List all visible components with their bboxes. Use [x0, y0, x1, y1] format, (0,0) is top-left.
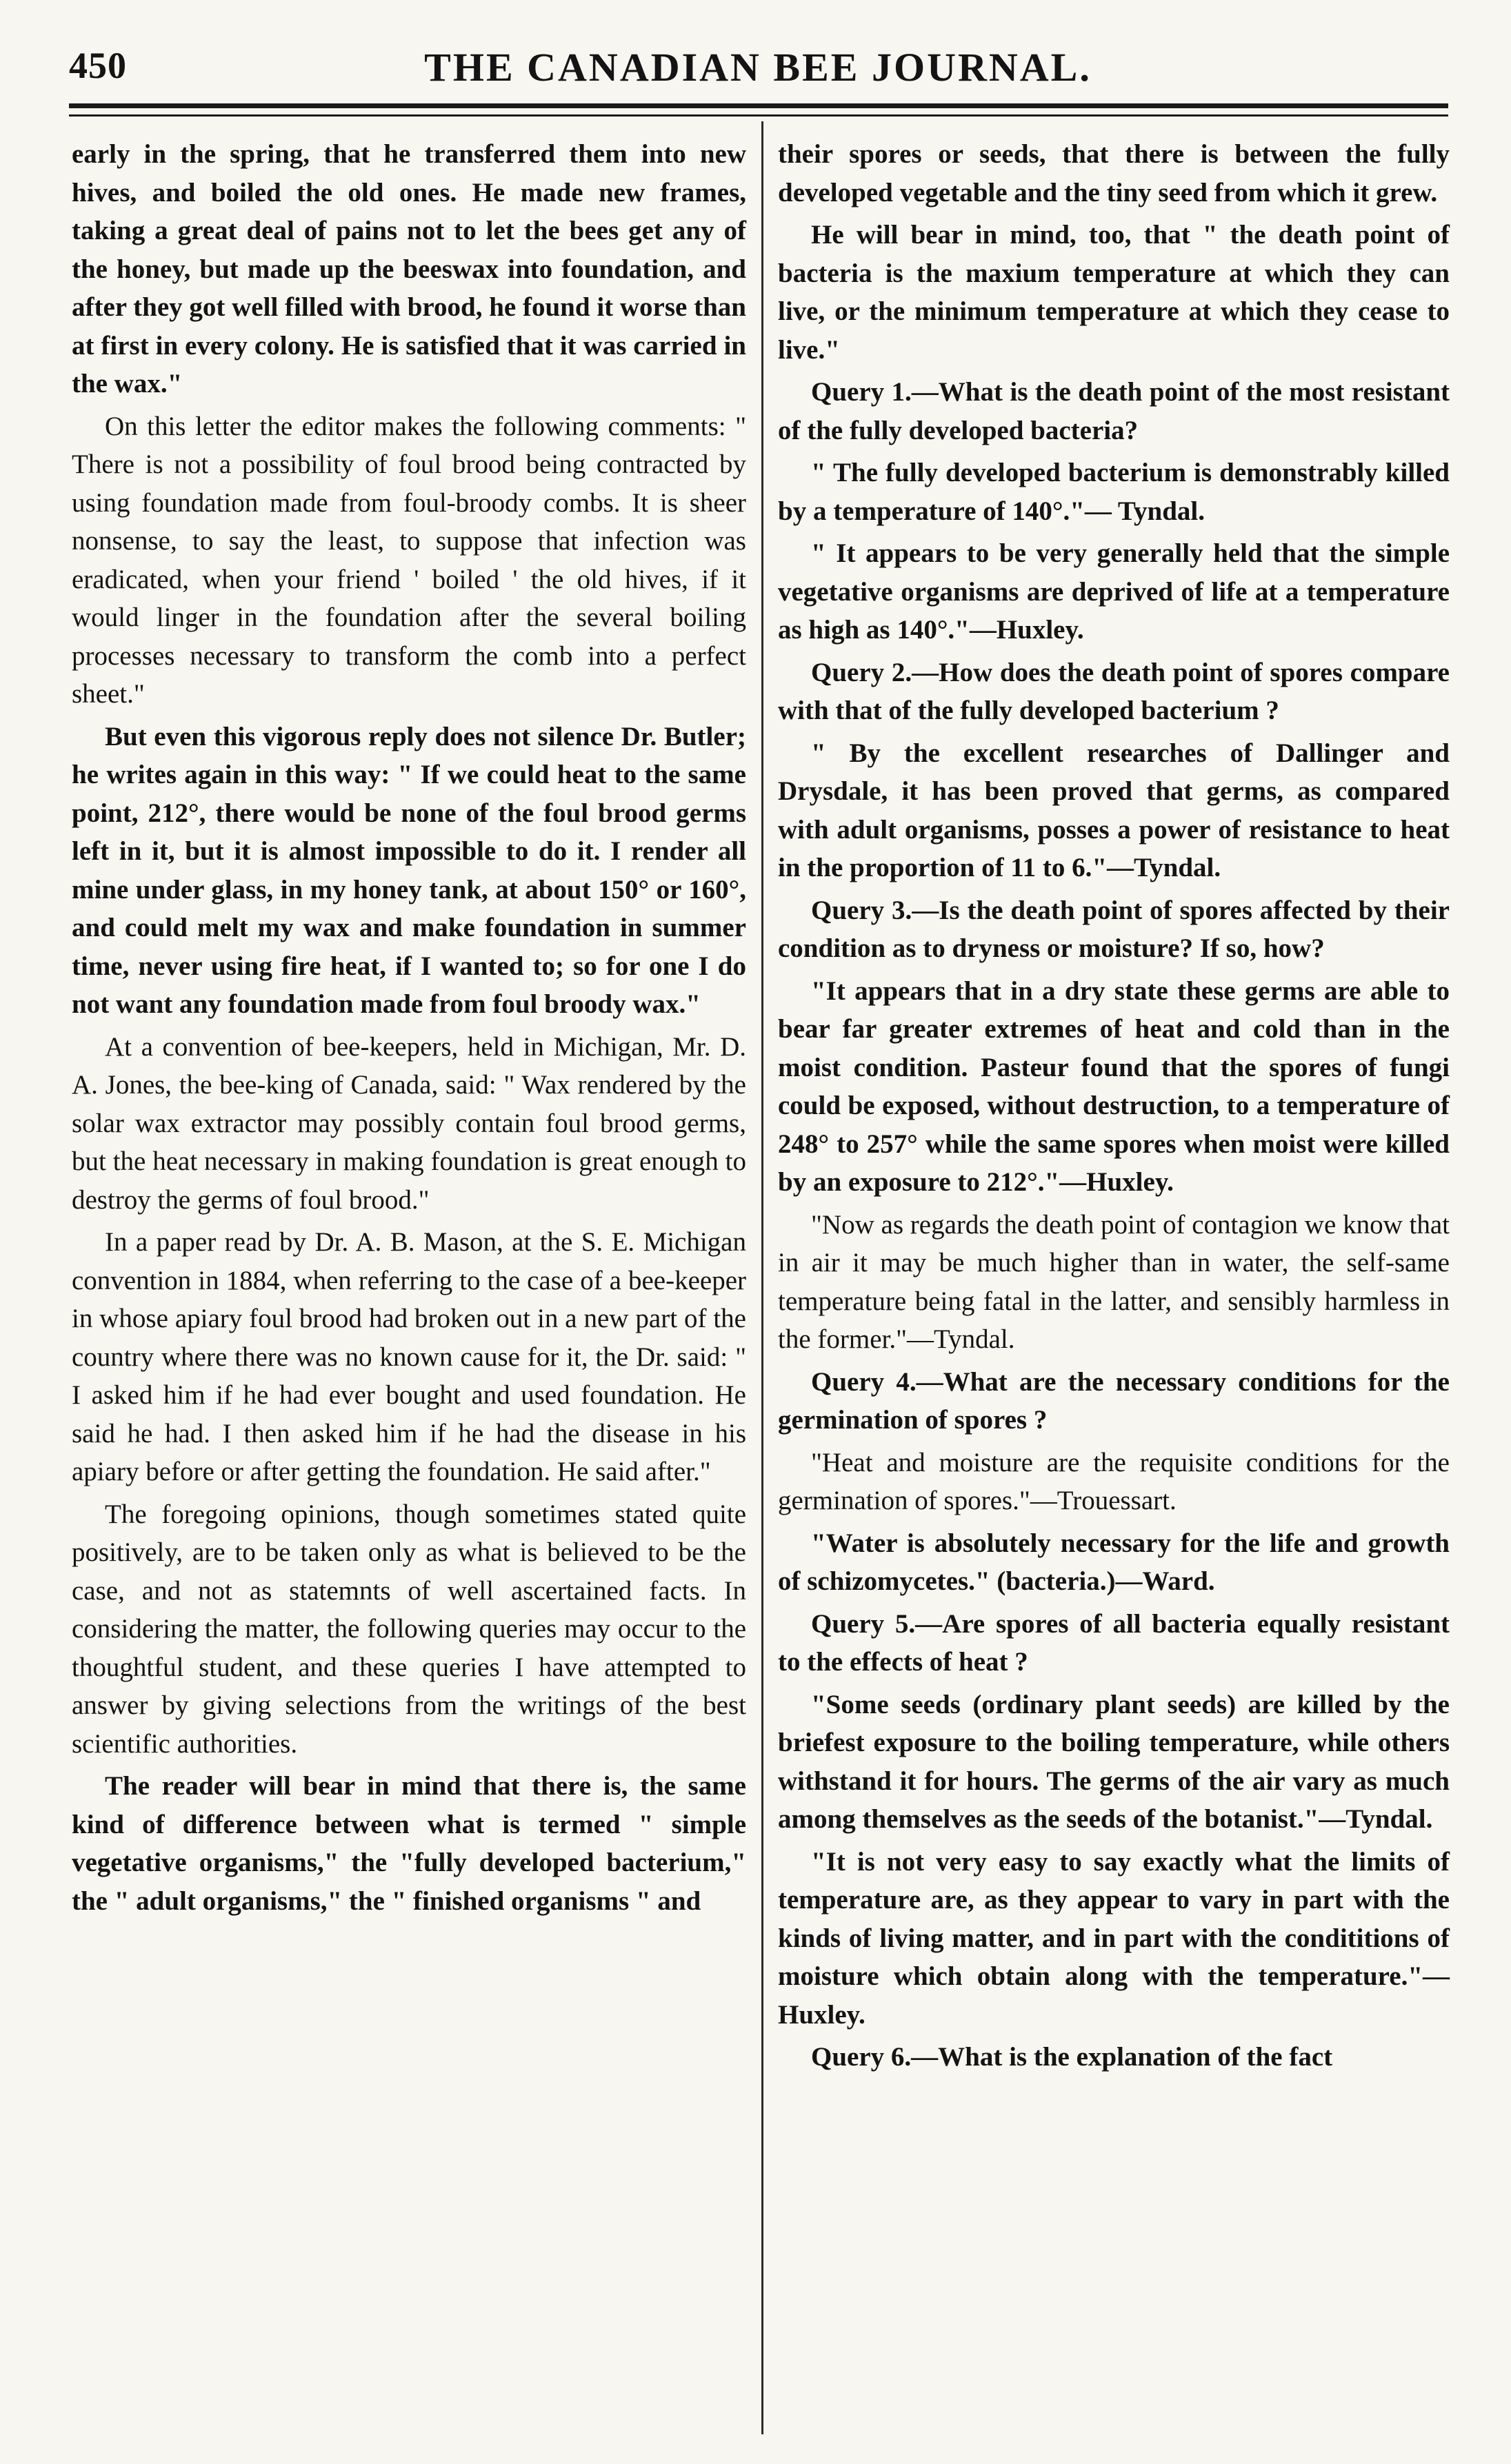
query-heading: Query 6.—What is the explanation of the fact	[811, 2042, 1333, 2072]
paragraph: At a convention of bee-keepers, held in Michigan, Mr. D. A. Jones, the bee-king of Canada, said: " Wax rendered by the solar wax extractor may possibly contain foul brood germs, but the heat necessary in making foundation is great enough to destroy the germs of foul brood."	[72, 1031, 746, 1215]
header-rule-thin	[69, 114, 1448, 117]
right-column	[778, 135, 1450, 2077]
page-number: 450	[69, 45, 127, 86]
quotation: " By the excellent researches of Dallinger and Drysdale, it has been proved that germs, as compared with adult organisms, posses a power of resistance to heat in the proportion of 11 to 6."—Tyndal.	[778, 738, 1450, 882]
paragraph: early in the spring, that he transferred them into new hives, and boiled the old ones. He made new frames, taking a great deal of pains not to let the bees get any of the honey, but made up the beeswax into foundation, and after they got well filled with brood, he found it worse than at first in every colony. He is satisfied that it was carried in the wax."	[72, 139, 746, 398]
paragraph: He will bear in mind, too, that " the death point of bacteria is the maxium temperature at which they can live, or the minimum temperature at which they cease to live."	[778, 220, 1450, 365]
column-divider	[761, 121, 763, 2434]
quotation: "Water is absolutely necessary for the life and growth of schizomycetes." (bacteria.)—Ward.	[778, 1528, 1450, 1596]
paragraph: In a paper read by Dr. A. B. Mason, at the S. E. Michigan convention in 1884, when referring to the case of a bee-keeper in whose apiary foul brood had broken out in a new part of the country where there was no known cause for it, the Dr. said: " I asked him if he had ever bought and used foundation. He said he had. I then asked him if he had the disease in his apiary before or after getting the foundation. He said after."	[72, 1227, 746, 1486]
journal-title: THE CANADIAN BEE JOURNAL.	[424, 45, 1092, 90]
left-column	[72, 135, 746, 1920]
query-heading: Query 1.—What is the death point of the most resistant of the fully developed bacteria?	[778, 377, 1450, 445]
page-header	[69, 40, 1447, 102]
quotation: " The fully developed bacterium is demonstrably killed by a temperature of 140°."— Tyndal.	[778, 458, 1450, 526]
paragraph: their spores or seeds, that there is between the fully developed vegetable and the tiny seed from which it grew.	[778, 139, 1450, 208]
quotation: "It appears that in a dry state these germs are able to bear far greater extremes of heat and cold than in the moist condition. Pasteur found that the spores of fungi could be exposed, without destruction, to a temperature of 248° to 257° while the same spores when moist were killed by an exposure to 212°."—Huxley.	[778, 976, 1450, 1197]
quotation: " It appears to be very generally held that the simple vegetative organisms are deprived of life at a temperature as high as 140°."—Huxley.	[778, 538, 1450, 645]
quotation: "Some seeds (ordinary plant seeds) are killed by the briefest exposure to the boiling temperature, while others withstand it for hours. The germs of the air vary as much among themselves as the seeds of the botanist."—Tyndal.	[778, 1689, 1450, 1834]
quotation: "Heat and moisture are the requisite conditions for the germination of spores."—Trouessart.	[778, 1447, 1450, 1515]
query-heading: Query 4.—What are the necessary conditions for the germination of spores ?	[778, 1366, 1450, 1435]
query-heading: Query 5.—Are spores of all bacteria equally resistant to the effects of heat ?	[778, 1608, 1450, 1677]
paragraph: The foregoing opinions, though sometimes stated quite positively, are to be taken only as what is believed to be the case, and not as statemnts of well ascertained facts. In considering the matter, the following queries may occur to the thoughtful student, and these queries I have attempted to answer by giving selections from the writings of the best scientific authorities.	[72, 1499, 746, 1759]
quotation: "It is not very easy to say exactly what the limits of temperature are, as they appear to vary in part with the kinds of living matter, and in part with the condititions of moisture which obtain along with the temperature."— Huxley.	[778, 1846, 1450, 2030]
paragraph: On this letter the editor makes the following comments: " There is not a possibility of foul brood being contracted by using foundation made from foul-broody combs. It is sheer nonsense, to say the least, to suppose that infection was eradicated, when your friend ' boiled ' the old hives, if it would linger in the foundation after the several boiling processes necessary to transform the comb into a perfect sheet."	[72, 411, 746, 709]
quotation: "Now as regards the death point of contagion we know that in air it may be much higher than in water, the self-same temperature being fatal in the latter, and sensibly harmless in the former."—Tyndal.	[778, 1209, 1450, 1354]
query-heading: Query 2.—How does the death point of spores compare with that of the fully developed bacterium ?	[778, 657, 1450, 725]
paragraph: The reader will bear in mind that there is, the same kind of difference between what is termed " simple vegetative organisms," the "fully developed bacterium," the " adult organisms," the " finished organisms " and	[72, 1771, 746, 1916]
header-rule-thick	[69, 103, 1448, 108]
paragraph: But even this vigorous reply does not silence Dr. Butler; he writes again in this way: " If we could heat to the same point, 212°, there would be none of the foul brood germs left in it, but it is almost impossible to do it. I render all mine under glass, in my honey tank, at about 150° or 160°, and could melt my wax and make foundation in summer time, never using fire heat, if I wanted to; so for one I do not want any foundation made from foul broody wax."	[72, 721, 746, 1019]
query-heading: Query 3.—Is the death point of spores affected by their condition as to dryness or moisture? If so, how?	[778, 895, 1450, 963]
